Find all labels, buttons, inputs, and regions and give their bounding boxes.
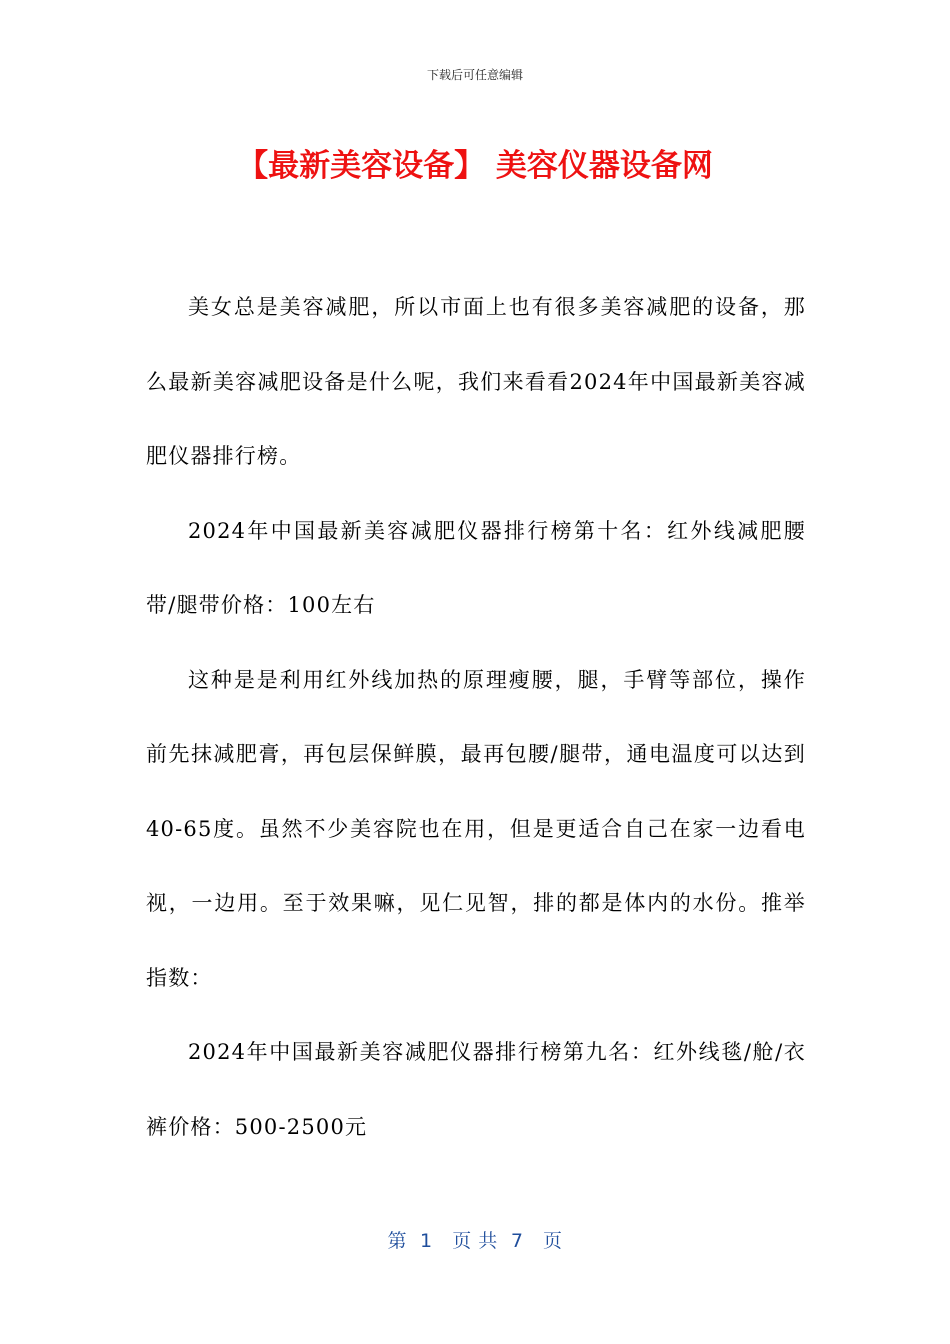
paragraph-rank-9: 2024年中国最新美容减肥仪器排行榜第九名：红外线毯/舱/衣裤价格：500-2500元 [146,1040,806,1139]
document-body [146,270,806,1164]
header-note: 下载后可任意编辑 [426,68,523,82]
paragraph-rank-10-detail: 这种是是利用红外线加热的原理瘦腰，腿，手臂等部位，操作前先抹减肥膏，再包层保鲜膜，最再包腰/腿带，通电温度可以达到40-65度。虽然不少美容院也在用，但是更适合自己在家一边看电视，一边用。至于效果嘛，见仁见智，排的都是体内的水份。推举指数： [146,667,806,990]
page-number-footer: 第 1 页 共 7 页 [387,1230,563,1252]
paragraph-rank-10: 2024年中国最新美容减肥仪器排行榜第十名：红外线减肥腰带/腿带价格：100左右 [146,518,806,617]
document-title: 【最新美容设备】 美容仪器设备网 [237,148,713,184]
paragraph-intro: 美女总是美容减肥，所以市面上也有很多美容减肥的设备，那么最新美容减肥设备是什么呢，我们来看看2024年中国最新美容减肥仪器排行榜。 [146,295,806,468]
